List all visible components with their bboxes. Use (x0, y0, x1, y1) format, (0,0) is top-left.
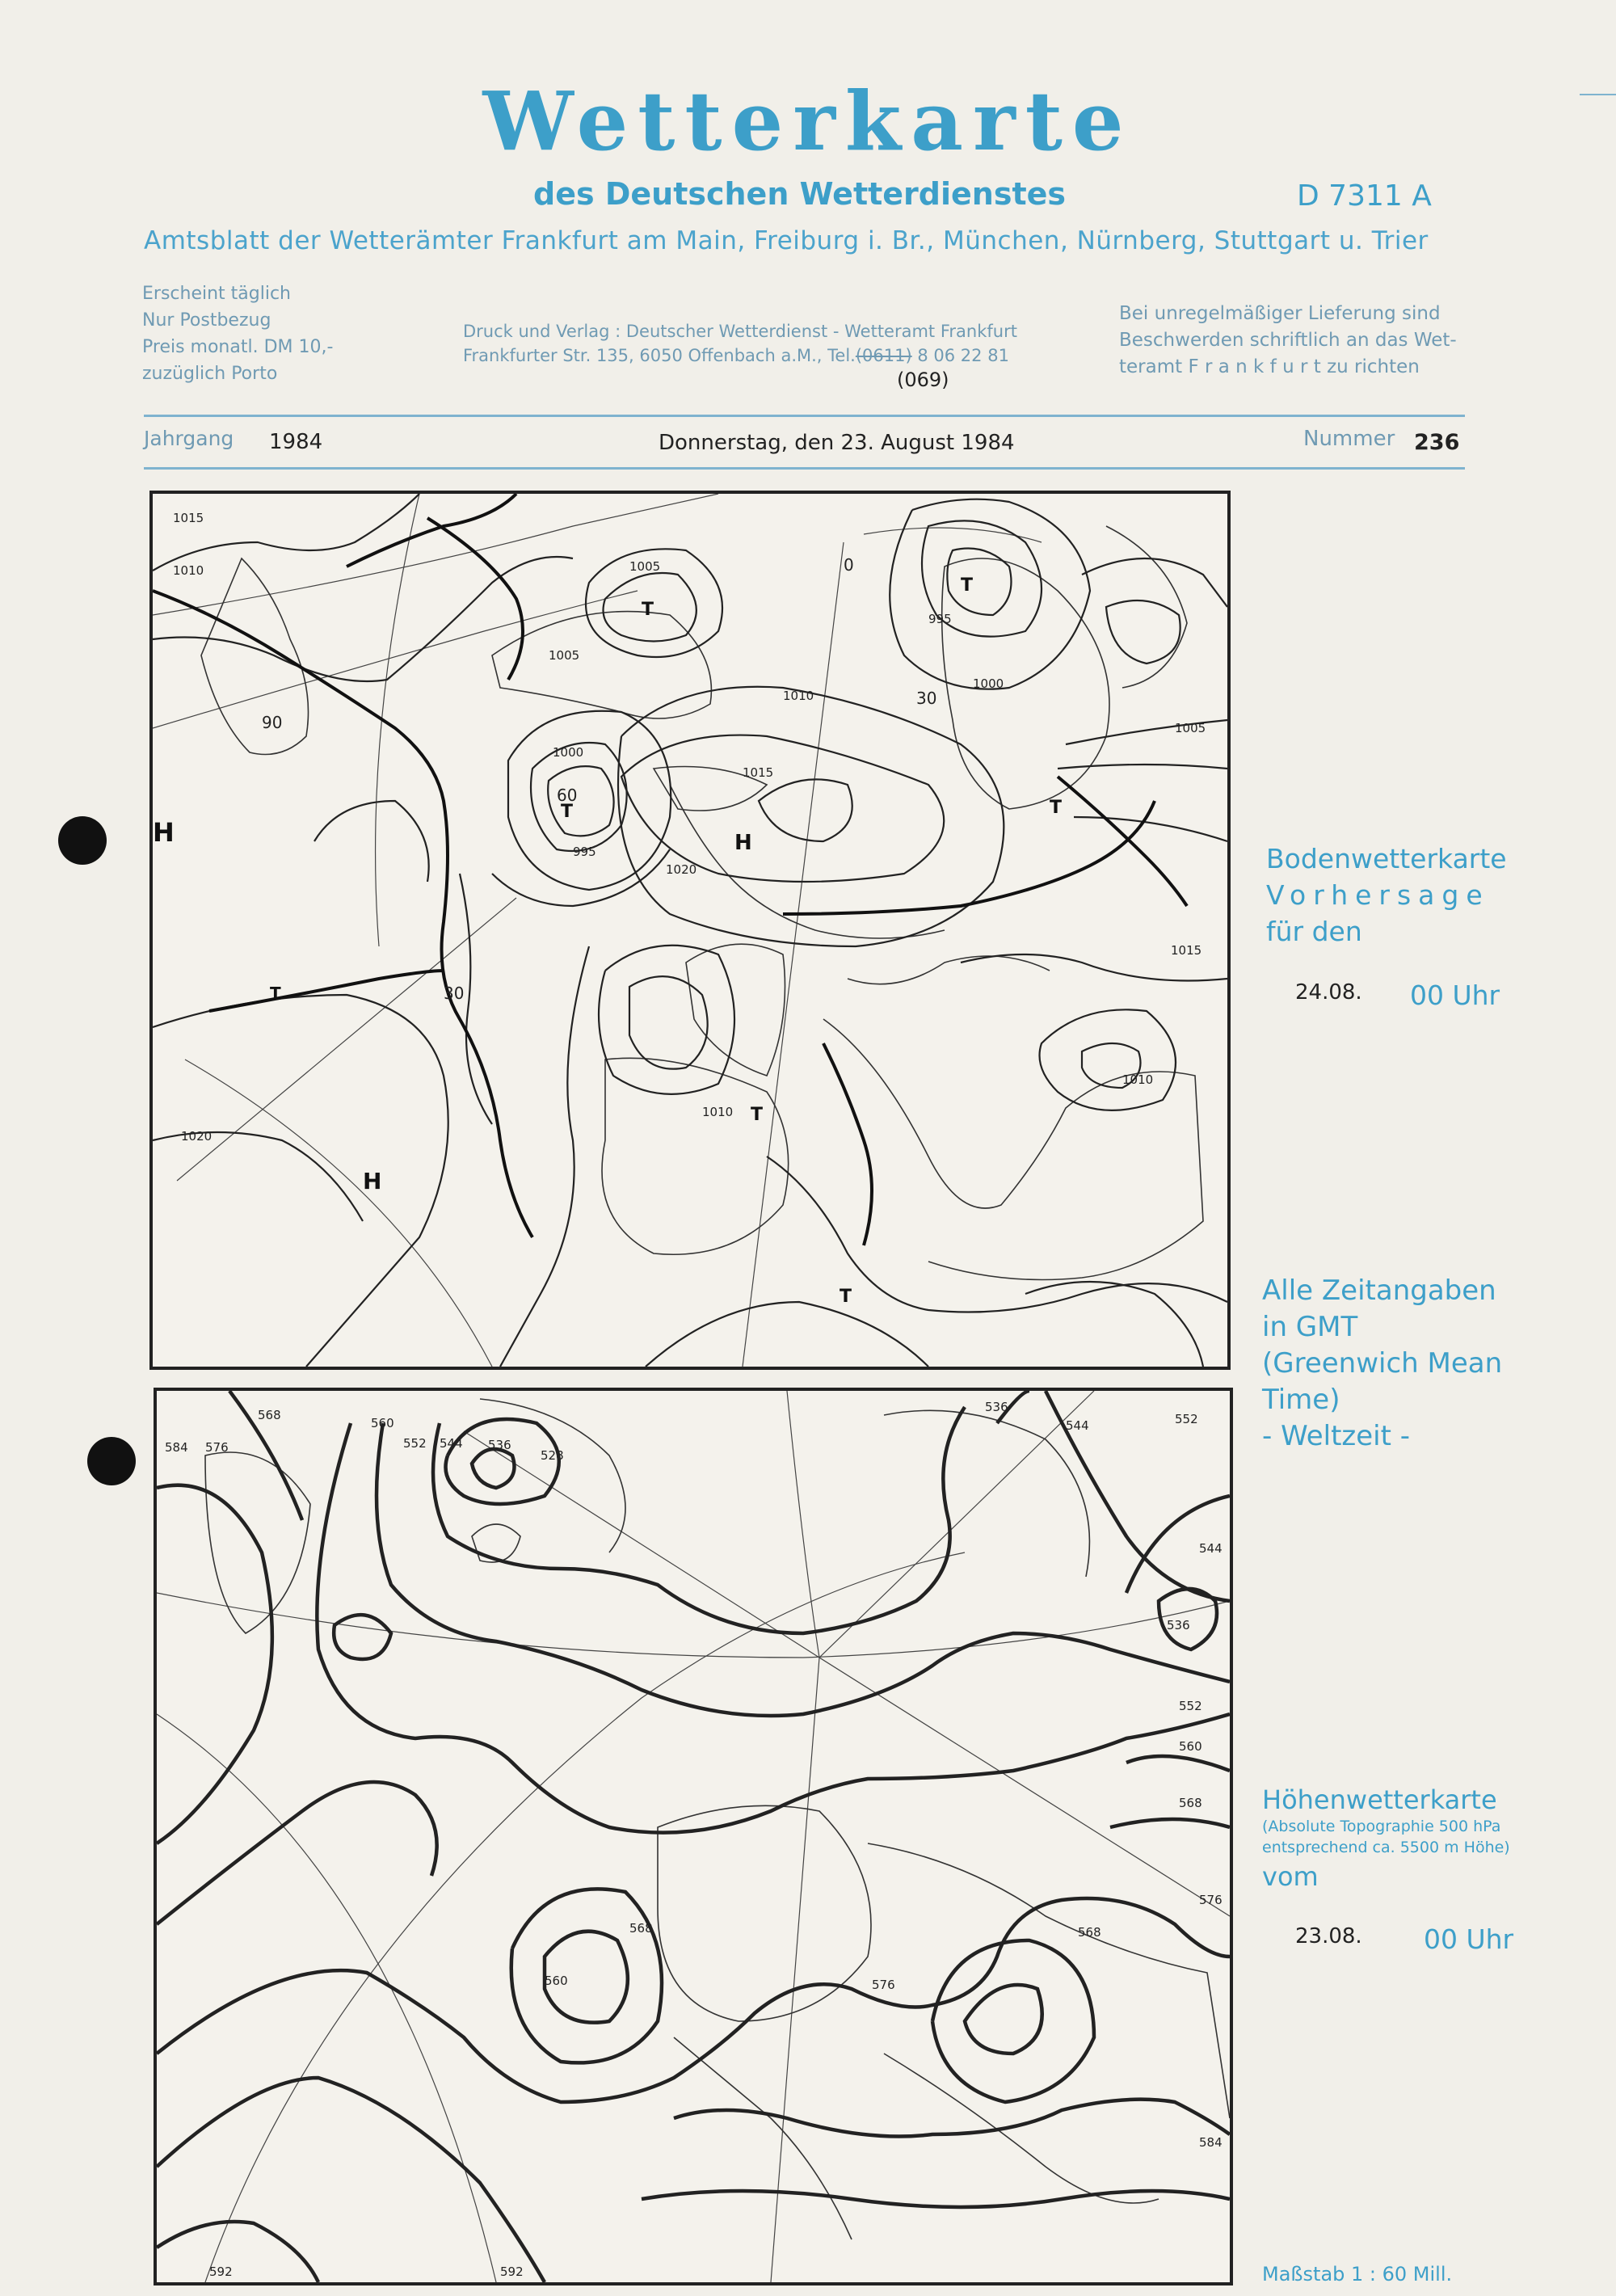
isobar-label: 1005 (549, 648, 580, 663)
contour-label: 544 (440, 1436, 463, 1451)
corner-mark (1580, 94, 1616, 95)
grid-line (153, 494, 718, 615)
height-contour (334, 1615, 391, 1659)
contour-label: 560 (371, 1416, 394, 1430)
new-area-code: (069) (897, 369, 949, 391)
height-contour (157, 1782, 437, 1924)
upper-map-svg (157, 1391, 1230, 2282)
description-line: (Absolute Topographie 500 hPa (1262, 1818, 1501, 1835)
address-text: Frankfurter Str. 135, 6050 Offenbach a.M., Tel. (463, 346, 856, 365)
grid-label: 30 (916, 689, 937, 708)
isobar (1058, 765, 1227, 769)
publisher-line (463, 343, 1017, 368)
isobar-label: 1005 (1175, 721, 1206, 735)
isobar-label: 1010 (702, 1105, 734, 1119)
divider-top (144, 415, 1465, 417)
divider-bottom (144, 467, 1465, 470)
isobar-label: 1000 (973, 676, 1004, 691)
contour-label: 536 (488, 1438, 511, 1452)
surface-map-svg (153, 494, 1227, 1367)
high-pressure-symbol: H (363, 1168, 382, 1194)
grid-line (819, 1658, 1230, 1916)
coastline (942, 558, 1109, 809)
grid-label: 30 (444, 984, 465, 1003)
coastline (823, 1019, 1203, 1280)
weather-front (1058, 777, 1187, 906)
isobar (1106, 600, 1180, 664)
height-contour (157, 1898, 1230, 2102)
coastline (201, 558, 309, 755)
info-line: zuzüglich Porto (142, 364, 278, 384)
number-label: Nummer (1303, 427, 1395, 451)
info-line: Bei unregelmäßiger Lieferung sind (1119, 303, 1441, 324)
grid-line (771, 1658, 819, 2282)
contour-label: 568 (258, 1408, 281, 1422)
height-contour (1126, 1756, 1230, 1771)
contour-label: 552 (1179, 1699, 1202, 1713)
coastline (884, 1410, 1089, 1577)
upper-map-vom: vom (1262, 1861, 1319, 1892)
upper-map-title: Höhenwetterkarte (1262, 1784, 1497, 1815)
info-line: Preis monatl. DM 10,- (142, 337, 334, 357)
contour-label: 576 (872, 1978, 895, 1992)
contour-label: 552 (403, 1436, 427, 1451)
contour-label: 536 (1167, 1618, 1190, 1632)
publication-code: D 7311 A (1297, 179, 1432, 213)
publisher-info (463, 319, 1017, 368)
grid-line (205, 1552, 965, 2282)
height-contour (932, 1940, 1094, 2102)
high-pressure-symbol: H (734, 831, 752, 855)
grid-line (819, 1391, 1094, 1658)
low-pressure-symbol: T (840, 1287, 852, 1307)
height-contour (157, 2222, 318, 2282)
contour-label: 536 (985, 1400, 1008, 1414)
grid-line (157, 1714, 496, 2282)
isobar-label: 1010 (173, 563, 204, 578)
coastline (480, 1399, 625, 1552)
contour-label: 568 (629, 1921, 653, 1936)
height-contour (642, 2191, 1230, 2207)
contour-label: 560 (1179, 1739, 1202, 1754)
grid-label: 0 (844, 555, 854, 575)
contour-label: 552 (1175, 1412, 1198, 1426)
height-contour (1110, 1819, 1230, 1827)
number-value: 236 (1414, 430, 1460, 455)
isobar (759, 779, 852, 841)
gmt-line: - Weltzeit - (1262, 1420, 1411, 1452)
gmt-line: in GMT (1262, 1311, 1358, 1343)
weather-front (347, 494, 516, 567)
coastline (884, 2054, 1159, 2203)
coastline (686, 944, 785, 1076)
year-label: Jahrgang (144, 427, 234, 450)
gmt-line: Alle Zeitangaben (1262, 1274, 1496, 1307)
info-line: Nur Postbezug (142, 310, 271, 331)
publication-subtitle: des Deutschen Wetterdienstes (533, 176, 1067, 212)
isobar (153, 1132, 363, 1221)
gmt-line: (Greenwich Mean (1262, 1347, 1503, 1380)
low-pressure-symbol: T (1050, 798, 1063, 818)
height-contour (377, 1423, 1230, 1716)
weather-front (209, 971, 444, 1011)
forecast-subtitle: Vorhersage (1266, 879, 1490, 911)
isobar (1025, 1282, 1203, 1367)
high-pressure-symbol: H (153, 817, 175, 848)
height-contour (511, 1889, 662, 2062)
isobar-label: 995 (573, 845, 596, 859)
upper-map-time: 00 Uhr (1424, 1923, 1514, 1955)
grid-label: 60 (557, 786, 578, 805)
height-contour (433, 1407, 965, 1633)
forecast-for-label: für den (1266, 916, 1362, 947)
isobar (153, 995, 448, 1367)
low-pressure-symbol: T (642, 600, 654, 620)
coastline (472, 1524, 520, 1562)
coastline (658, 1805, 871, 2021)
isobar-label: 1005 (629, 559, 661, 574)
isobar (1074, 817, 1227, 841)
complaint-info (1119, 301, 1457, 381)
isobar (314, 801, 429, 882)
amtsblatt-line: Amtsblatt der Wetterämter Frankfurt am Main, Freiburg i. Br., München, Nürnberg, Stuttgart u. Trier (144, 226, 1429, 255)
grid-line (743, 542, 844, 1367)
isobar (961, 954, 1227, 981)
upper-map-date: 23.08. (1295, 1924, 1362, 1948)
low-pressure-symbol: T (961, 575, 974, 596)
subscription-info (142, 280, 333, 387)
contour-label: 584 (165, 1440, 188, 1455)
forecast-time: 00 Uhr (1410, 979, 1500, 1011)
height-contour (157, 2078, 545, 2282)
isobar-label: 1020 (666, 862, 697, 877)
weather-front (823, 1043, 872, 1245)
isobar (646, 1302, 928, 1367)
grid-label: 90 (262, 713, 283, 732)
isobar-label: 995 (928, 612, 952, 626)
year-value: 1984 (269, 430, 323, 454)
grid-line (787, 1391, 819, 1658)
contour-label: 576 (1199, 1893, 1223, 1907)
publication-title: Wetterkarte (482, 74, 1134, 169)
info-line: Erscheint täglich (142, 284, 291, 304)
isobar-label: 1010 (1122, 1072, 1154, 1087)
isobar-label: 1020 (181, 1129, 213, 1144)
low-pressure-symbol: T (751, 1105, 764, 1125)
contour-label: 560 (545, 1974, 568, 1988)
contour-label: 568 (1078, 1925, 1101, 1940)
isobar-label: 1000 (553, 745, 584, 760)
low-pressure-symbol: T (270, 984, 281, 1003)
punch-hole (87, 1437, 136, 1485)
info-line: teramt F r a n k f u r t zu richten (1119, 356, 1420, 377)
height-contour (965, 1985, 1042, 2054)
contour-label: 576 (205, 1440, 229, 1455)
gmt-line: Time) (1262, 1384, 1340, 1416)
grid-line (185, 1060, 492, 1367)
upper-map-description (1262, 1816, 1510, 1858)
description-line: entsprechend ca. 5500 m Höhe) (1262, 1839, 1510, 1856)
contour-label: 584 (1199, 2135, 1223, 2150)
contour-label: 528 (541, 1448, 564, 1463)
height-contour (472, 1449, 515, 1488)
isobar (153, 494, 419, 571)
contour-label: 544 (1066, 1418, 1089, 1433)
contour-label: 544 (1199, 1541, 1223, 1556)
info-line: Beschwerden schriftlich an das Wet- (1119, 330, 1457, 351)
contour-label: 568 (1179, 1796, 1202, 1810)
isobar (1040, 1009, 1176, 1110)
isobar (500, 946, 589, 1367)
isobar (767, 1156, 1227, 1312)
coastline (674, 2037, 852, 2239)
issue-date: Donnerstag, den 23. August 1984 (659, 431, 1015, 455)
surface-weather-map (149, 491, 1231, 1370)
low-pressure-symbol: T (561, 802, 574, 822)
upper-air-map (154, 1388, 1233, 2285)
isobar-label: 1010 (783, 689, 814, 703)
height-contour (157, 1485, 272, 1843)
gmt-note (1262, 1273, 1502, 1455)
forecast-date: 24.08. (1295, 980, 1362, 1005)
punch-hole (58, 816, 107, 865)
isobar-label: 1015 (173, 511, 204, 525)
coastline (848, 956, 1050, 984)
phone-number: 8 06 22 81 (917, 346, 1009, 365)
isobar-label: 1015 (743, 765, 774, 780)
isobar (1082, 558, 1227, 607)
coastline (492, 612, 711, 718)
isobar (890, 499, 1090, 689)
old-area-code: (0611) (855, 346, 912, 365)
isobar-label: 1015 (1171, 943, 1202, 958)
forecast-title: Bodenwetterkarte (1266, 843, 1507, 874)
map-scale: Maßstab 1 : 60 Mill. (1262, 2263, 1453, 2285)
height-contour (674, 2100, 1230, 2137)
contour-label: 592 (209, 2264, 233, 2279)
publisher-line: Druck und Verlag : Deutscher Wetterdienst - Wetteramt Frankfurt (463, 322, 1017, 341)
contour-label: 592 (500, 2264, 524, 2279)
